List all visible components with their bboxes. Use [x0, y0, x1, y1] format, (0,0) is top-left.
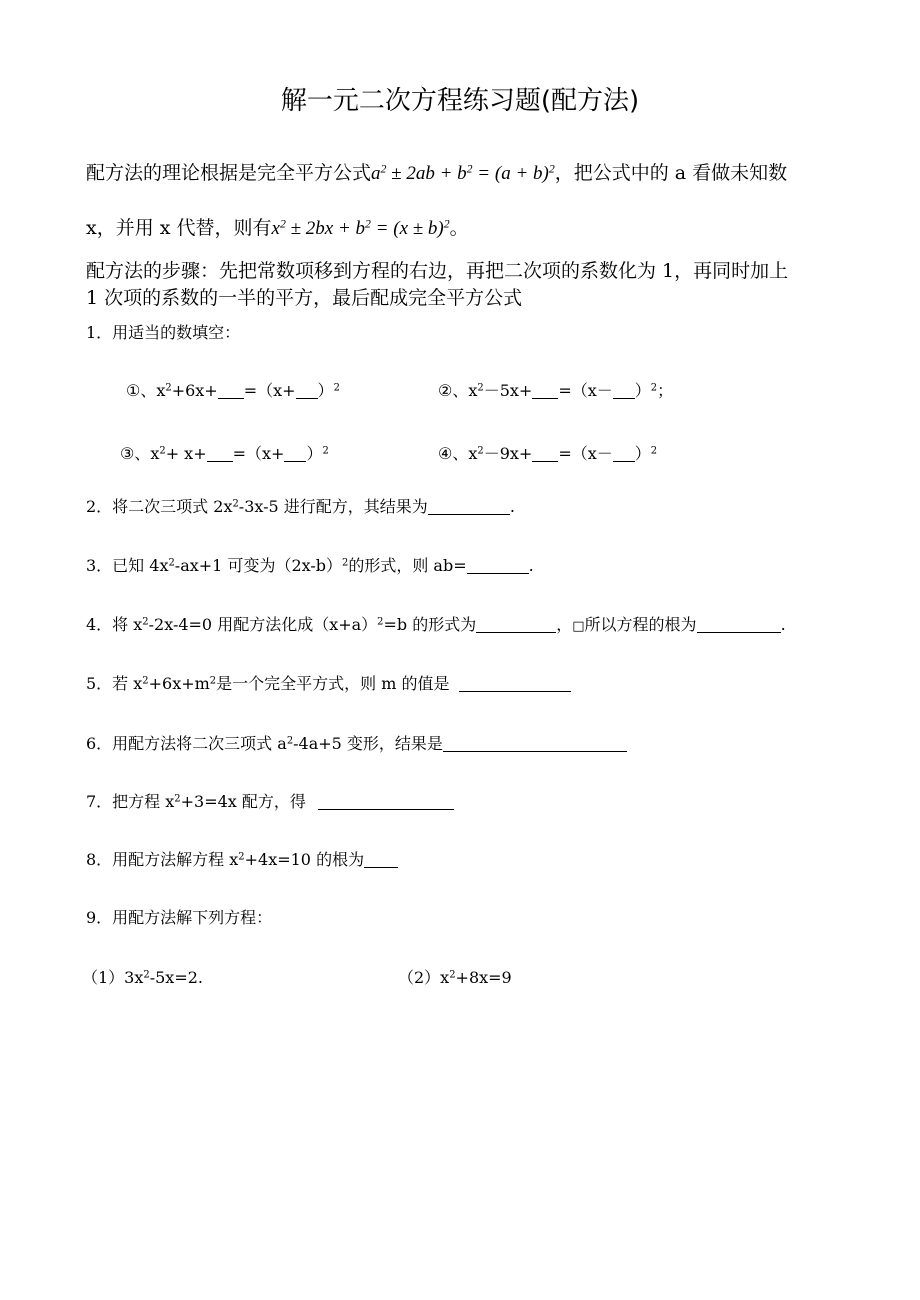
answer-blank[interactable]	[467, 557, 529, 574]
question-1c: ③、$x^2+ x+ =(x+ )^2$	[120, 444, 329, 463]
steps-line-2: 1 次项的系数的一半的平方，最后配成完全平方公式	[86, 287, 523, 309]
intro-tail: 。	[449, 217, 469, 239]
answer-blank[interactable]	[443, 735, 627, 752]
question-1a: ①、$x^2+6x+ =(x+ )^2$	[126, 381, 340, 400]
page-title: 解一元二次方程练习题(配方法)	[280, 86, 640, 116]
intro-text: 配方法的理论根据是完全平方公式	[86, 162, 372, 184]
answer-blank[interactable]	[476, 616, 556, 633]
question-4: 4．将 $x^2-2x-4=0$ 用配方法化成$(x+a)^2=b$ 的形式为 ，□所以方程的根为 .	[86, 615, 786, 634]
intro-tail: ，把公式中的 a 看做未知数	[554, 162, 788, 184]
question-1-prompt: 1．用适当的数填空：	[86, 323, 241, 342]
formula: $a^2 \pm 2ab + b^2 = (a + b)^2$	[371, 162, 555, 184]
answer-blank[interactable]	[318, 793, 454, 810]
question-9-part-2: $(2)x^2+8x=9$	[398, 968, 512, 987]
formula: $x^2 \pm 2bx + b^2 = (x \pm b)^2$	[271, 217, 450, 239]
question-9-prompt: 9．用配方法解下列方程：	[86, 908, 273, 927]
answer-blank[interactable]	[532, 445, 558, 462]
question-7: 7．把方程 $x^2+3=4x$ 配方，得	[86, 789, 454, 812]
answer-blank[interactable]	[613, 382, 635, 399]
answer-blank[interactable]	[532, 382, 558, 399]
question-9-part-1: $(1)3x^2-5x=2$.	[82, 968, 203, 987]
intro-text: x，并用 x 代替，则有	[86, 217, 272, 239]
question-6: 6．用配方法将二次三项式 $a^2-4a+5$ 变形，结果是	[86, 731, 627, 754]
steps-line-1: 配方法的步骤：先把常数项移到方程的右边，再把二次项的系数化为 1，再同时加上	[86, 260, 789, 282]
answer-blank[interactable]	[459, 675, 571, 692]
answer-blank[interactable]	[296, 382, 318, 399]
intro-line-2	[86, 213, 469, 240]
intro-line-1	[86, 158, 787, 185]
question-3: 3．已知 $4x^2-ax+1$ 可变为$(2x-b)^2$的形式，则 ab= .	[86, 556, 534, 575]
question-2: 2．将二次三项式 $2x^2-3x-5$ 进行配方，其结果为 .	[86, 497, 515, 516]
question-8: 8．用配方法解方程 $x^2+4x=10$ 的根为	[86, 847, 398, 870]
answer-blank[interactable]	[613, 445, 635, 462]
answer-blank[interactable]	[364, 851, 398, 868]
question-1d: ④、$x^2-9x+ =(x- )^2$	[438, 444, 658, 463]
answer-blank[interactable]	[284, 445, 306, 462]
question-5: 5．若 $x^2+6x+m^2$是一个完全平方式，则 m 的值是	[86, 671, 571, 694]
answer-blank[interactable]	[207, 445, 233, 462]
question-1b: ②、$x^2-5x+ =(x- )^2$；	[438, 381, 674, 400]
answer-blank[interactable]	[697, 616, 781, 633]
answer-blank[interactable]	[218, 382, 244, 399]
answer-blank[interactable]	[428, 498, 510, 515]
box-symbol: □	[572, 619, 585, 634]
